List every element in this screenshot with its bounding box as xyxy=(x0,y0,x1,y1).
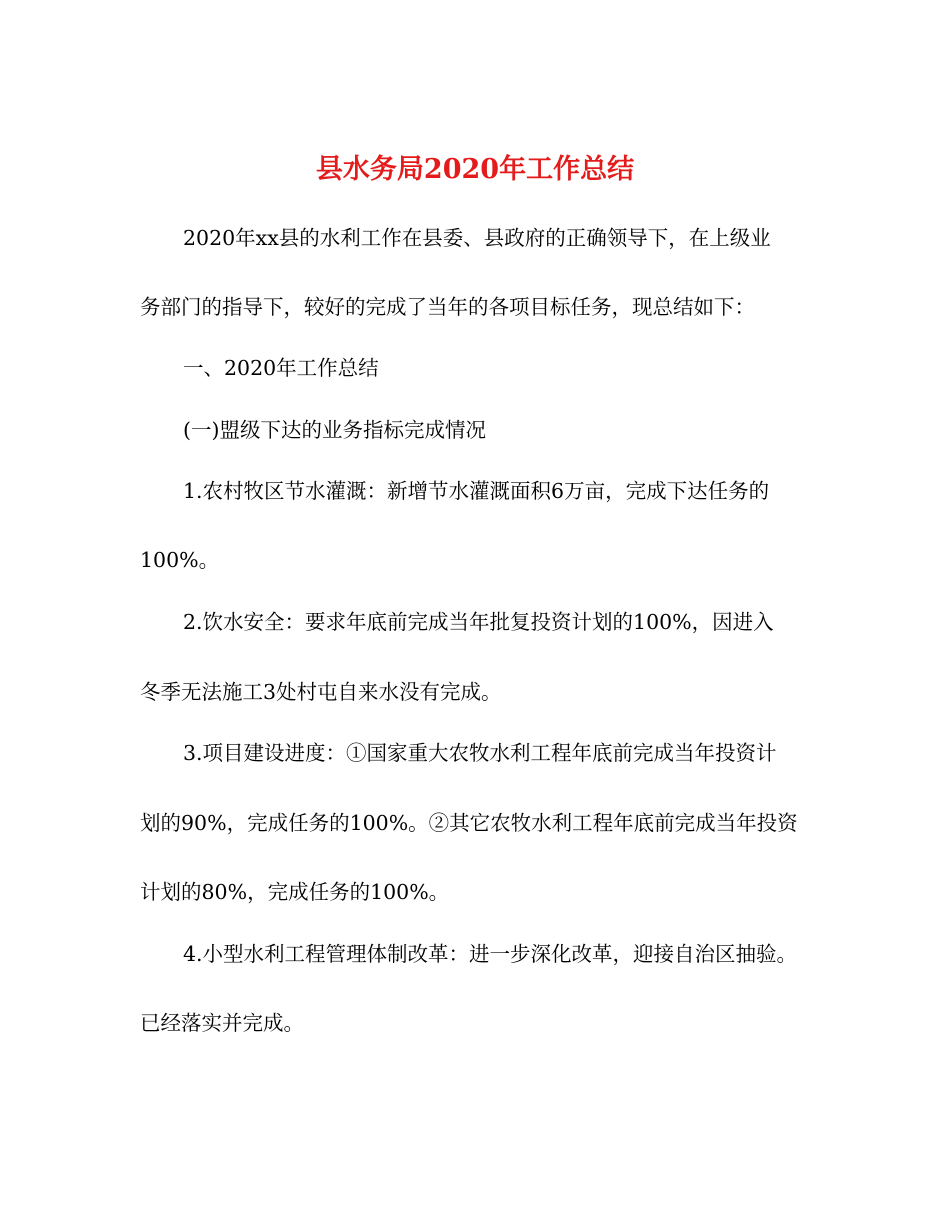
paragraph-line: 2.饮水安全：要求年底前完成当年批复投资计划的100%，因进入 xyxy=(183,610,774,634)
section-heading: 一、2020年工作总结 xyxy=(183,356,379,380)
paragraph-line: 100%。 xyxy=(140,548,220,572)
document-title: 县水务局2020年工作总结 xyxy=(315,154,635,186)
paragraph-line: 4.小型水利工程管理体制改革：进一步深化改革，迎接自治区抽验。 xyxy=(183,942,798,966)
paragraph-line: 冬季无法施工3处村屯自来水没有完成。 xyxy=(140,680,502,704)
subsection-heading: (一)盟级下达的业务指标完成情况 xyxy=(183,418,486,442)
paragraph-line: 已经落实并完成。 xyxy=(140,1011,304,1035)
paragraph-line: 计划的80%，完成任务的100%。 xyxy=(140,880,450,904)
paragraph-line: 1.农村牧区节水灌溉：新增节水灌溉面积6万亩，完成下达任务的 xyxy=(183,479,770,503)
paragraph-line: 划的90%，完成任务的100%。②其它农牧水利工程年底前完成当年投资 xyxy=(140,811,798,835)
paragraph-line: 2020年xx县的水利工作在县委、县政府的正确领导下，在上级业 xyxy=(183,226,771,250)
paragraph-line: 3.项目建设进度：①国家重大农牧水利工程年底前完成当年投资计 xyxy=(183,741,777,765)
paragraph-line: 务部门的指导下，较好的完成了当年的各项目标任务，现总结如下： xyxy=(140,295,755,319)
